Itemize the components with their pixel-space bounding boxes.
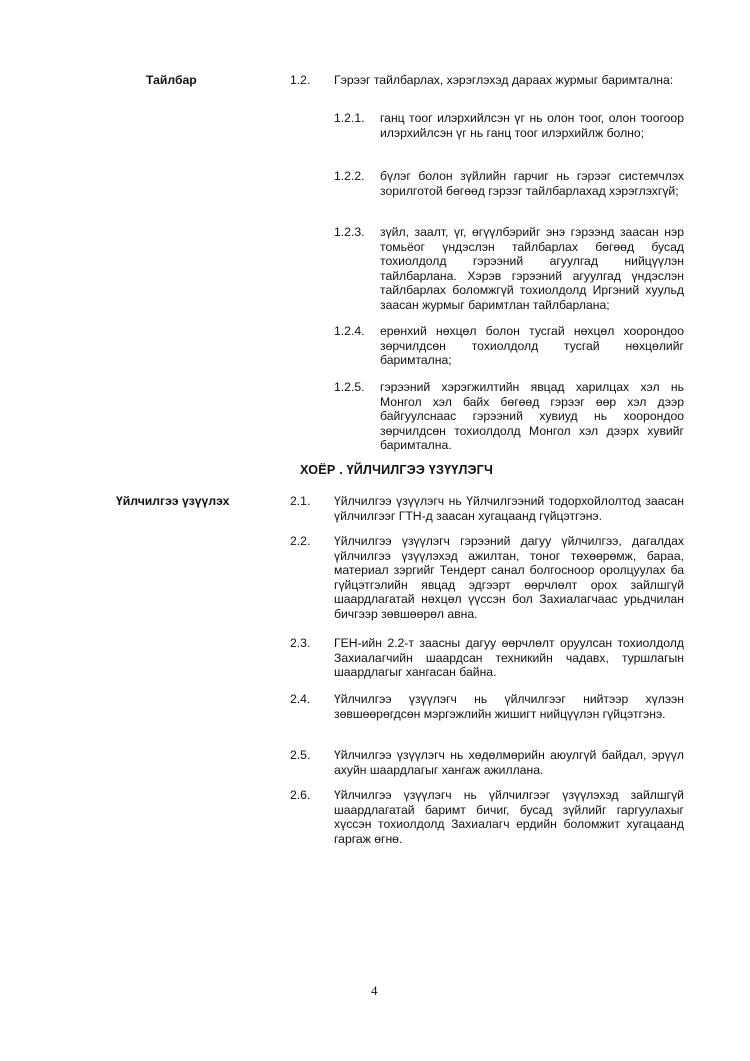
section-label-service-provider: Үйлчилгээ үзүүлэх — [116, 494, 230, 508]
subclause-number: 1.2.1. — [334, 111, 365, 125]
clause-number: 2.3. — [290, 636, 311, 650]
clause-number: 2.1. — [290, 494, 311, 508]
subclause-number: 1.2.5. — [334, 380, 365, 394]
clause-text: Үйлчилгээ үзүүлэгч нь үйлчилгээг үзүүлэхэд зайлшгүй шаардлагатай баримт бичиг, бусад зүйлийг гаргуулахыг хүссэн тохиолдолд Захиалагч ердийн боломжит хугацаанд гаргаж өгнө. — [334, 788, 684, 846]
subclause-text: ганц тоог илэрхийлсэн үг нь олон тоог, олон тоогоор илэрхийлсэн үг нь ганц тоог илэрхийлж болно; — [380, 111, 684, 140]
subclause-number: 1.2.4. — [334, 324, 365, 338]
subclause-number: 1.2.2. — [334, 169, 365, 183]
section-heading: ХОЁР . ҮЙЛЧИЛГЭЭ ҮЗҮҮЛЭГЧ — [300, 463, 494, 477]
clause-text: Үйлчилгээ үзүүлэгч нь хөдөлмөрийн аюулгүй байдал, эрүүл ахуйн шаардлагыг хангаж ажиллана. — [334, 748, 684, 777]
clause-number: 2.5. — [290, 748, 311, 762]
subclause-text: зүйл, заалт, үг, өгүүлбэрийг энэ гэрээнд заасан нэр томьёог үндэслэн тайлбарлах бөгөөд бусад тохиолдолд гэрээний агуулгад нийцүүлэн тайлбарлана. Хэрэв гэрээний агуулгад үндэслэн тайлбарлах боломжгүй тохиолдолд Иргэний хуульд заасан журмыг баримтлан тайлбарлана; — [380, 225, 684, 312]
clause-number: 2.4. — [290, 692, 311, 706]
subclause-text: гэрээний хэрэгжилтийн явцад харилцах хэл нь Монгол хэл байх бөгөөд гэрээг өөр хэл дээр байгуулснаас гэрээний хувиуд нь хоорондоо зөрчилдсөн тохиолдолд Монгол хэл дээрх хувийг баримтална. — [380, 380, 684, 453]
subclause-text: ерөнхий нөхцөл болон тусгай нөхцөл хоорондоо зөрчилдсөн тохиолдолд тусгай нөхцөлийг баримтална; — [380, 324, 684, 368]
clause-number: 2.2. — [290, 534, 311, 548]
clause-number: 2.6. — [290, 788, 311, 802]
subclause-text: бүлэг болон зүйлийн гарчиг нь гэрээг системчлэх зорилготой бөгөөд гэрээг тайлбарлахад хэрэглэхгүй; — [380, 169, 684, 198]
clause-number: 1.2. — [290, 73, 311, 87]
page-number: 4 — [371, 983, 378, 998]
clause-text: Үйлчилгээ үзүүлэгч гэрээний дагуу үйлчилгээ, дагалдах үйлчилгээ үзүүлэхэд ажилтан, тоног төхөөрөмж, бараа, материал зэргийг Тендерт санал болгосноор оролцуулах ба гүйцэтгэлийн явцад эдгээрт өөрчлөлт орох зайлшгүй шаардлагатай нөхцөл үүссэн бол Захиалагчаас урьдчилан бичгээр зөвшөөрөл авна. — [334, 534, 684, 621]
section-label-definitions: Тайлбар — [146, 73, 197, 87]
clause-text: Үйлчилгээ үзүүлэгч нь Үйлчилгээний тодорхойлолтод заасан үйлчилгээг ГТН-д заасан хугацаанд гүйцэтгэнэ. — [334, 494, 684, 523]
clause-text: Үйлчилгээ үзүүлэгч нь үйлчилгээг нийтээр хүлээн зөвшөөрөгдсөн мэргэжлийн жишигт нийцүүлэн гүйцэтгэнэ. — [334, 692, 684, 721]
clause-text: Гэрээг тайлбарлах, хэрэглэхэд дараах журмыг баримталнa: — [334, 73, 674, 87]
subclause-number: 1.2.3. — [334, 225, 365, 239]
clause-text: ГЕН-ийн 2.2-т заасны дагуу өөрчлөлт оруулсан тохиолдолд Захиалагчийн шаардсан техникийн чадавх, туршлагын шаардлагыг хангасан байна. — [334, 636, 684, 680]
